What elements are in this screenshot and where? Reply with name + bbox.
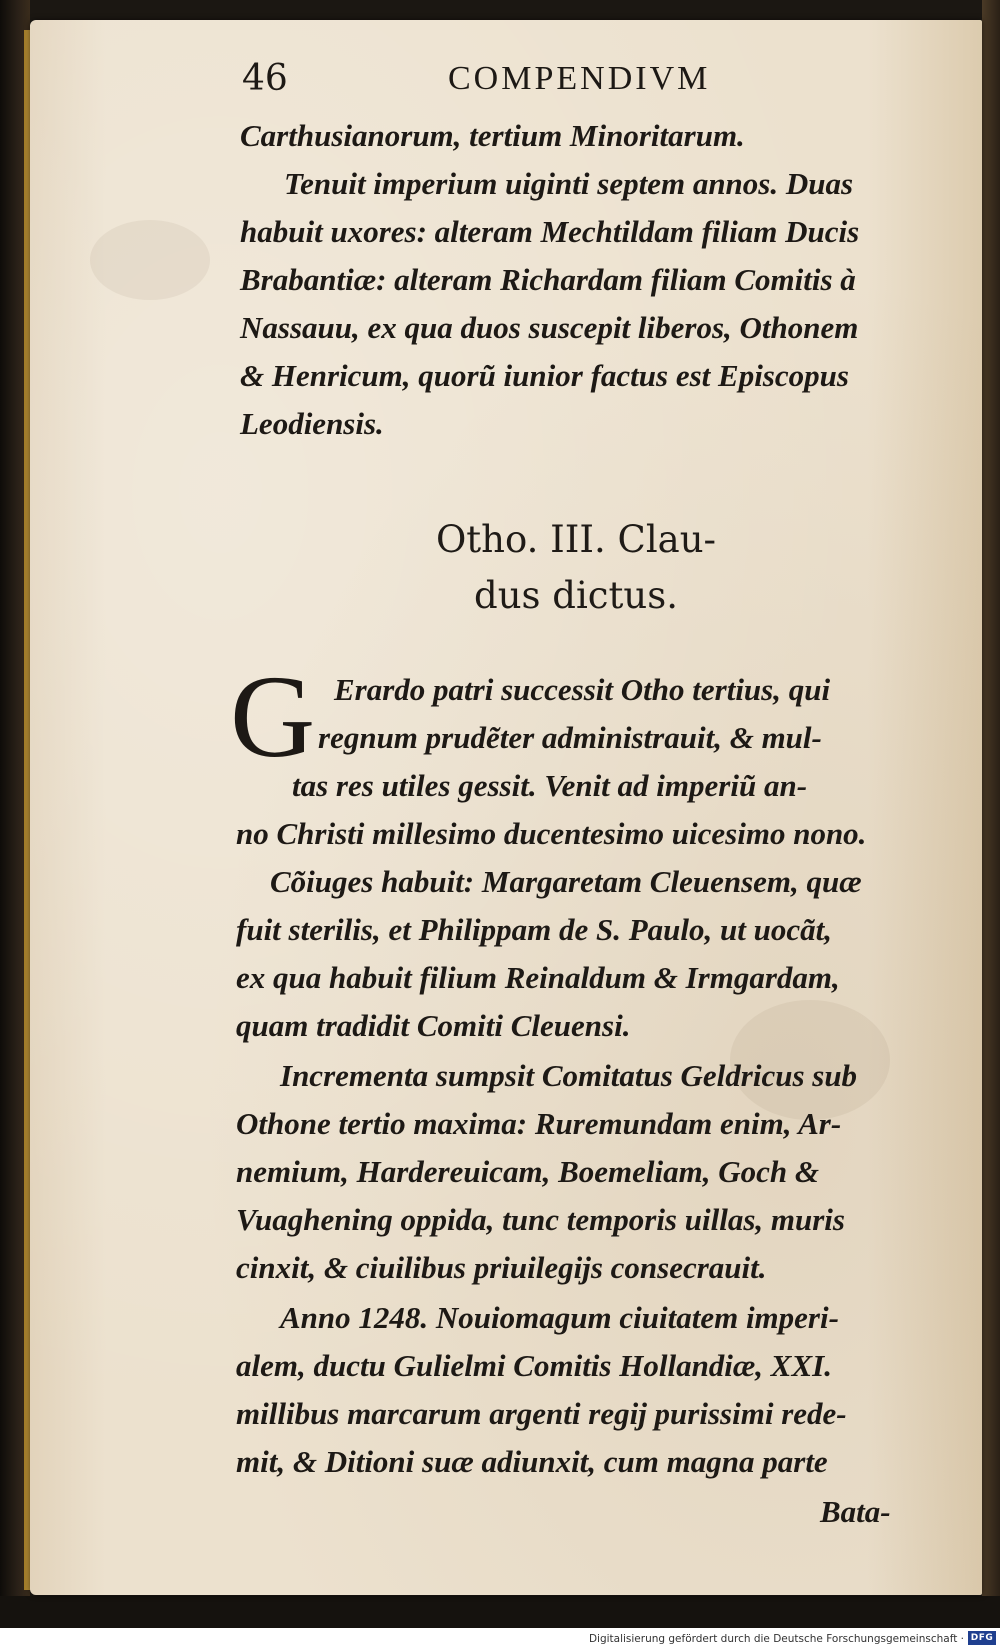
text-line: Leodiensis.: [240, 406, 384, 441]
dfg-logo: DFG: [968, 1631, 996, 1645]
page-header: [236, 52, 916, 112]
text-line: Cõiuges habuit: Margaretam Cleuensem, quæ: [270, 864, 862, 899]
footer-bar: [0, 1628, 1000, 1648]
text-line: Anno 1248. Nouiomagum ciuitatem imperi-: [280, 1300, 839, 1335]
text-line: Tenuit imperium uiginti septem annos. Duas: [284, 166, 854, 201]
text-line: quam tradidit Comiti Cleuensi.: [236, 1008, 631, 1043]
text-line: Carthusianorum, tertium Minoritarum.: [240, 118, 745, 153]
text-line: tas res utiles gessit. Venit ad imperiũ an-: [292, 768, 808, 803]
text-line: Othone tertio maxima: Ruremundam enim, Ar-: [236, 1106, 842, 1141]
text-line: fuit sterilis, et Philippam de S. Paulo, ut uocãt,: [236, 912, 832, 947]
drop-cap-initial: G: [230, 651, 316, 782]
text-line: Incrementa sumpsit Comitatus Geldricus sub: [280, 1058, 858, 1093]
text-line: regnum prudẽter administrauit, & mul-: [318, 720, 822, 755]
funding-credit: Digitalisierung gefördert durch die Deutsche Forschungsgemeinschaft ·: [588, 1633, 964, 1645]
text-line: mit, & Ditioni suæ adiunxit, cum magna parte: [236, 1444, 828, 1479]
text-line: no Christi millesimo ducentesimo uicesimo nono.: [236, 816, 867, 851]
text-line: cinxit, & ciuilibus priuilegijs consecrauit.: [236, 1250, 767, 1285]
text-line: Brabantiæ: alteram Richardam filiam Comitis à: [240, 262, 856, 297]
text-line: ex qua habuit filium Reinaldum & Irmgardam,: [236, 960, 840, 995]
chapter-heading-line-1: Otho. III. Clau-: [435, 518, 717, 561]
running-head: COMPENDIVM: [448, 60, 711, 97]
text-line: Vuaghening oppida, tunc temporis uillas, muris: [236, 1202, 845, 1237]
text-line: alem, ductu Gulielmi Comitis Hollandiæ, XXI.: [236, 1348, 832, 1383]
text-line: habuit uxores: alteram Mechtildam filiam Ducis: [240, 214, 860, 249]
text-line: millibus marcarum argenti regij purissimi rede-: [236, 1396, 847, 1431]
text-line: Nassauu, ex qua duos suscepit liberos, Othonem: [240, 310, 859, 345]
chapter-heading-line-2: dus dictus.: [474, 574, 678, 617]
page-number: 46: [242, 58, 288, 99]
catchword: Bata-: [820, 1494, 891, 1529]
book-binding-edge: [982, 0, 1000, 1620]
paper-stain: [90, 220, 210, 300]
text-line: Erardo patri successit Otho tertius, qui: [334, 672, 831, 707]
text-line: nemium, Hardereuicam, Boemeliam, Goch &: [236, 1154, 819, 1189]
text-line: & Henricum, quorũ iunior factus est Episcopus: [240, 358, 849, 393]
